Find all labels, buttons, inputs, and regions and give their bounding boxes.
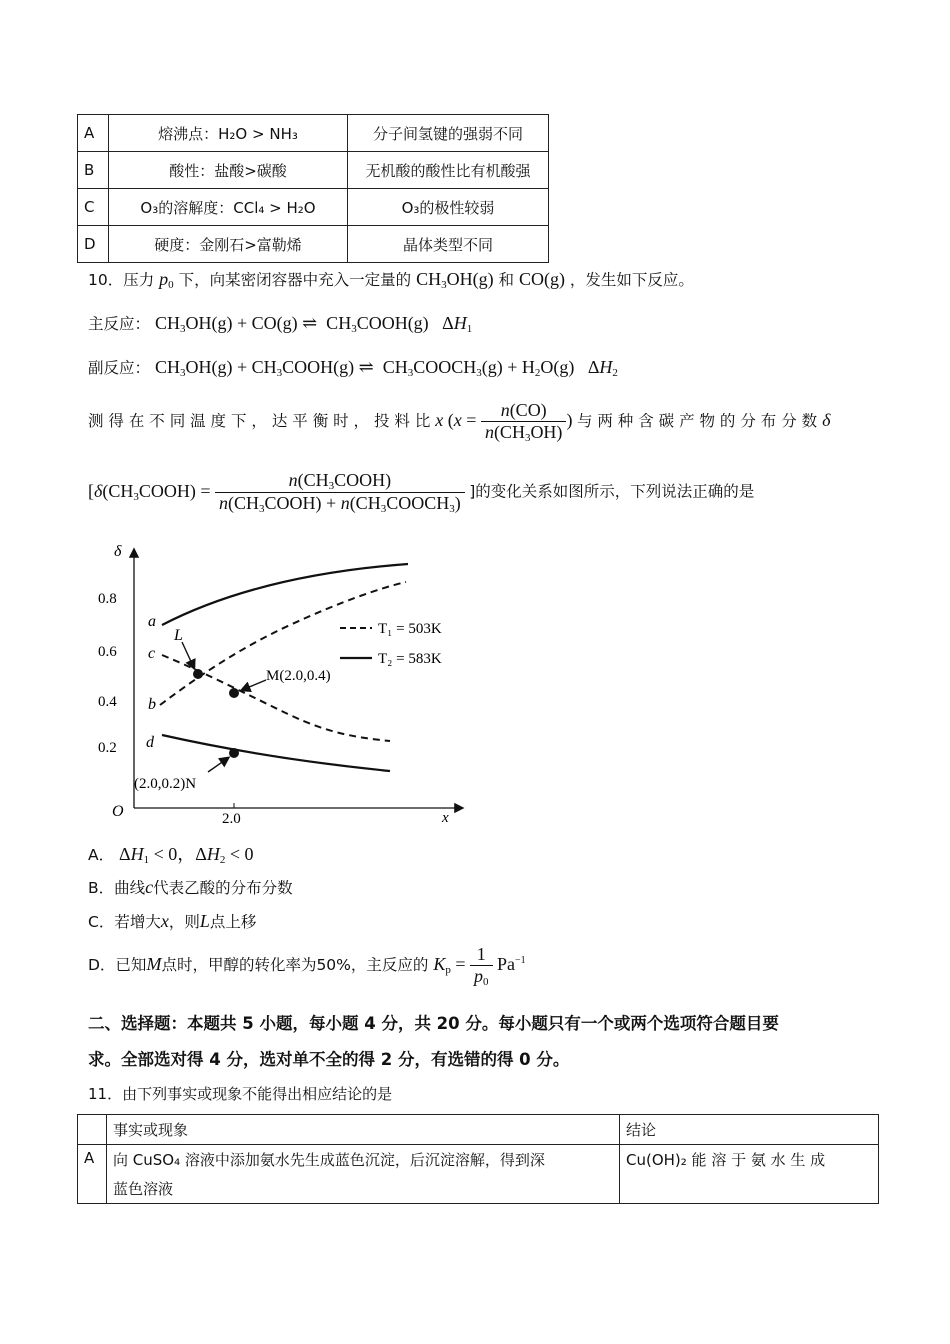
fact-cell: 熔沸点：H₂O > NH₃ (109, 115, 348, 152)
option-d: D．已知M点时，甲醇的转化率为50%，主反应的 $K_p$ = $\frac{1}{p_0}$ $Pa^{-1}$ (88, 944, 526, 988)
delta-definition: [$\delta(CH_3COOH)$ = $\frac{n(CH_3COOH)}{n(CH_3COOH) + n(CH_3COOCH_3)}$ ]的变化关系如图所示，下列说法正确的是 (88, 470, 755, 515)
option-c: C．若增大x，则L点上移 (88, 911, 257, 931)
property-table (77, 114, 549, 263)
curve-b (160, 582, 406, 705)
row-fact: 向 CuSO₄ 溶液中添加氨水先生成蓝色沉淀，后沉淀溶解，得到深 蓝色溶液 (107, 1145, 620, 1204)
table-row (78, 1145, 879, 1204)
y-tick-0.8: 0.8 (98, 591, 117, 607)
y-tick-0.4: 0.4 (98, 694, 117, 710)
table-row (78, 226, 549, 263)
reason-cell: 分子间氢键的强弱不同 (348, 115, 549, 152)
arrow-N (208, 758, 228, 772)
fact-cell: 硬度：金刚石>富勒烯 (109, 226, 348, 263)
option-a: A． $\Delta H_1 < 0$，$\Delta H_2 < 0$ (88, 844, 254, 866)
point-N (229, 748, 239, 758)
q11-stem: 11．由下列事实或现象不能得出相应结论的是 (88, 1085, 393, 1103)
reason-cell: 晶体类型不同 (348, 226, 549, 263)
header-fact: 事实或现象 (107, 1115, 620, 1145)
y-tick-0.2: 0.2 (98, 740, 117, 756)
table-row (78, 189, 549, 226)
main-reaction: 主反应： $CH_3OH(g) + CO(g)$ ⇌ $CH_3COOH(g)$ $\Delta H_1$ (88, 313, 473, 335)
label-M: M(2.0,0.4) (266, 668, 331, 684)
row-letter: A (78, 115, 109, 152)
curve-d (162, 735, 390, 771)
distribution-chart (90, 540, 480, 830)
table-row (78, 152, 549, 189)
fact-cell: 酸性：盐酸>碳酸 (109, 152, 348, 189)
option-b: B．曲线c代表乙酸的分布分数 (88, 877, 293, 897)
row-letter: C (78, 189, 109, 226)
y-axis-label: δ (114, 543, 122, 560)
y-tick-0.6: 0.6 (98, 644, 117, 660)
legend-t2: T₂ = 583K (378, 651, 442, 667)
x-tick-2.0: 2.0 (222, 811, 241, 827)
arrow-M (242, 680, 266, 690)
curve-label-b: b (148, 696, 156, 713)
curve-label-d: d (146, 734, 154, 751)
point-M (229, 688, 239, 698)
header-conclusion: 结论 (620, 1115, 879, 1145)
origin-label: O (112, 803, 124, 820)
curve-a (162, 564, 408, 625)
curve-label-c: c (148, 645, 156, 662)
label-L: L (174, 627, 183, 644)
reason-cell: 无机酸的酸性比有机酸强 (348, 152, 549, 189)
side-reaction: 副反应： $CH_3OH(g)$ + $CH_3COOH(g)$ ⇌ $CH_3COOCH_3(g) + H_2O(g)$ $\Delta H_2$ (88, 357, 618, 379)
row-letter: A (78, 1145, 107, 1204)
section2-line2: 求。全部选对得 4 分，选对单不全的得 2 分，有选错的得 0 分。 (88, 1050, 570, 1069)
arrow-L (182, 642, 194, 668)
point-L (193, 669, 203, 679)
row-letter: D (78, 226, 109, 263)
q10-intro: 10．压力 $p_0$ 下，向某密闭容器中充入一定量的 $CH_3OH(g)$ 和 CO(g) ，发生如下反应。 (88, 269, 694, 291)
table-header-row (78, 1115, 879, 1145)
label-N: (2.0,0.2)N (134, 776, 197, 792)
x-axis-label: x (442, 810, 449, 826)
section2-line1: 二、选择题：本题共 5 小题，每小题 4 分，共 20 分。每小题只有一个或两个选项符合题目要 (88, 1014, 779, 1033)
table-row (78, 115, 549, 152)
fact-cell: O₃的溶解度：CCl₄ > H₂O (109, 189, 348, 226)
curve-label-a: a (148, 613, 156, 630)
reason-cell: O₃的极性较弱 (348, 189, 549, 226)
row-letter: B (78, 152, 109, 189)
legend-t1: T₁ = 503K (378, 621, 442, 637)
row-conclusion: Cu(OH)₂ 能 溶 于 氨 水 生 成 (620, 1145, 879, 1204)
feed-ratio-line: 测 得 在 不 同 温 度 下 ， 达 平 衡 时 ， 投 料 比 x (x = $\frac{n(CO)}{n(CH_3OH)}$ ) 与 两 种 含 碳 产 物 的 分 布 分 数 δ (88, 400, 831, 444)
q11-table (77, 1114, 879, 1204)
